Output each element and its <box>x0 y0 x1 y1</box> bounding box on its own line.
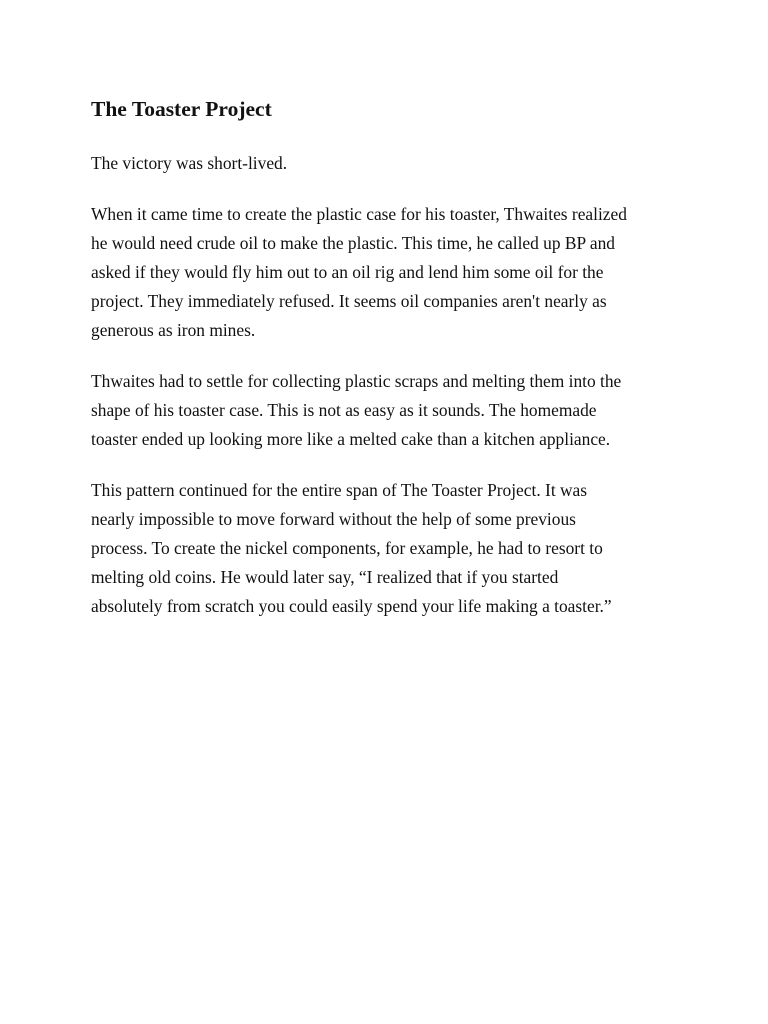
paragraph-line: The victory was short-lived. <box>91 153 288 173</box>
paragraph-3 <box>91 367 691 454</box>
paragraph-line: generous as iron mines. <box>91 320 256 340</box>
paragraph-line: toaster ended up looking more like a melted cake than a kitchen appliance. <box>91 429 611 449</box>
paragraph-line: shape of his toaster case. This is not as easy as it sounds. The homemade <box>91 400 597 420</box>
paragraph-line: Thwaites had to settle for collecting plastic scraps and melting them into the <box>91 371 622 391</box>
paragraph-line: This pattern continued for the entire span of The Toaster Project. It was <box>91 480 588 500</box>
paragraph-4 <box>91 476 691 621</box>
paragraph-line: asked if they would fly him out to an oil rig and lend him some oil for the <box>91 262 604 282</box>
paragraph-line: nearly impossible to move forward without the help of some previous <box>91 509 576 529</box>
document-page <box>91 95 691 643</box>
paragraph-line: melting old coins. He would later say, “I realized that if you started <box>91 567 559 587</box>
paragraph-line: absolutely from scratch you could easily spend your life making a toaster.” <box>91 596 612 616</box>
paragraph-2 <box>91 200 691 345</box>
document-title: The Toaster Project <box>91 97 272 121</box>
paragraph-line: he would need crude oil to make the plastic. This time, he called up BP and <box>91 233 616 253</box>
paragraph-1 <box>91 149 691 178</box>
paragraph-line: project. They immediately refused. It seems oil companies aren't nearly as <box>91 291 607 311</box>
paragraph-line: When it came time to create the plastic case for his toaster, Thwaites realized <box>91 204 627 224</box>
paragraph-line: process. To create the nickel components, for example, he had to resort to <box>91 538 603 558</box>
